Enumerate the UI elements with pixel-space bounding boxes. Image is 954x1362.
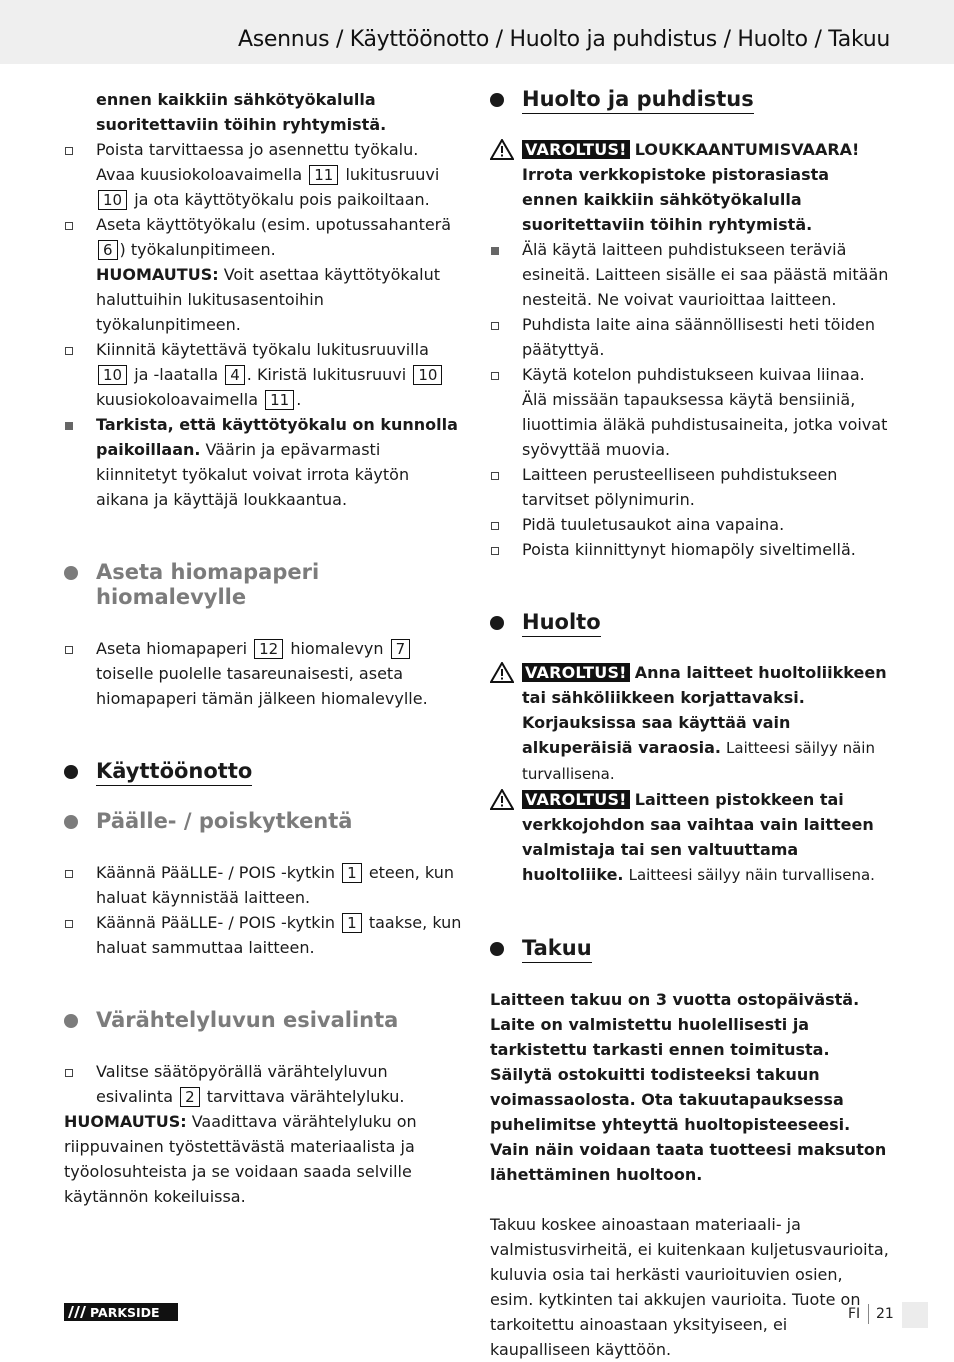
left-column [64,87,462,1209]
list-item: Poista kiinnittynyt hiomapöly siveltimellä. [490,537,890,562]
part-number: 11 [265,390,294,410]
note: HUOMAUTUS: Voit asettaa käyttötyökalut haluttuihin lukitusasentoihin työkalunpitimeen. [96,265,441,334]
list-item: Älä käytä laitteen puhdistukseen teräviä esineitä. Laitteen sisälle ei saa päästä mitään nesteitä. Ne voivat vaurioittaa laitteen. [490,237,890,312]
list-item: Poista tarvittaessa jo asennettu työkalu. Avaa kuusiokoloavaimella 11 lukitusruuvi 10 ja ota käyttötyökalu pois paikoiltaan. [64,137,462,212]
part-number: 12 [254,639,283,659]
section-heading-warranty: Takuu [490,936,890,961]
part-number: 10 [413,365,442,385]
warning-block: VAROLTUS! LOUKKAANTUMISVAARA! Irrota verkkopistoke pistorasiasta ennen kaikkiin sähkötyökalulla suoritettaviin töihin ryhtymistä. [490,137,890,237]
section-heading-vibration: Värähtelyluvun esivalinta [64,1008,462,1033]
brand-logo-icon [64,1303,178,1321]
note-label: HUOMAUTUS: [96,265,219,284]
section-heading-cleaning: Huolto ja puhdistus [490,87,890,112]
part-number: 6 [98,240,118,260]
warning-icon [490,662,514,683]
warning-icon [490,139,514,160]
note-label: HUOMAUTUS: [64,1112,187,1131]
note: HUOMAUTUS: Vaadittava värähtelyluku on riippuvainen työstettävästä materiaalista ja työolosuhteista ja se voidaan saada selville käytännön kokeiluissa. [64,1112,417,1206]
warranty-highlight: Laitteen takuu on 3 vuotta ostopäivästä. Laite on valmistettu huolellisesti ja tarkistettu tarkasti ennen toimitusta. Säilytä ostokuitti todisteeksi takuun voimassaolosta. Ota takuutapauksessa puhelimitse yhteyttä huoltopisteeseesi. Vain näin voidaan taata tuotteesi maksuton lähettäminen huoltoon. [490,990,887,1184]
parkside-logo [64,1303,178,1325]
list-item: Puhdista laite aina säännöllisesti heti töiden päätyttyä. [490,312,890,362]
language-code: FI [848,1306,861,1322]
warning-tag: VAROLTUS! [522,790,630,809]
page-number: 21 [876,1306,894,1322]
warning-block: VAROLTUS! Laitteen pistokkeen tai verkkojohdon saa vaihtaa vain laitteen valmistaja tai sen valtuuttama huoltoliike. Laitteesi säilyy näin turvallisena. [490,787,890,888]
warning-block: VAROLTUS! Anna laitteet huoltoliikkeen tai sähköliikkeen korjattavaksi. Korjauksissa saa käyttää vain alkuperäisiä varaosia. Laitteesi säilyy näin turvallisena. [490,660,890,787]
list-item: Valitse säätöpyörällä värähtelyluvun esivalinta 2 tarvittava värähtelyluku. [64,1059,462,1109]
part-number: 10 [98,190,127,210]
part-number: 1 [342,913,362,933]
section-heading-sanding: Aseta hiomapaperi hiomalevylle [64,560,462,610]
list-item: Pidä tuuletusaukot aina vapaina. [490,512,890,537]
part-number: 7 [391,639,411,659]
list-item: Käännä PääLLE- / POIS -kytkin 1 taakse, kun haluat sammuttaa laitteen. [64,910,462,960]
part-number: 11 [309,165,338,185]
right-column [490,87,890,1362]
page-title: Asennus / Käyttöönotto / Huolto ja puhdistus / Huolto / Takuu [238,27,890,52]
list-item: Tarkista, että käyttötyökalu on kunnolla paikoillaan. Väärin ja epävarmasti kiinnitetyt työkalut voivat irrota käytön aikana ja käyttäjä loukkaantua. [64,412,462,512]
list-item: Kiinnitä käytettävä työkalu lukitusruuvilla 10 ja -laatalla 4 . Kiristä lukitusruuvi 10 kuusiokoloavaimella 11 . [64,337,462,412]
part-number: 10 [98,365,127,385]
warranty-text: Takuu koskee ainoastaan materiaali- ja valmistusvirheitä, ei kuitenkaan kuljetusvaurioita, kuluvia osia tai herkästi vaurioituvien osien, esim. kytkinten tai akkujen vaurioita. Tuote on tarkoitettu ainoastaan yksityiseen, ei kaupalliseen käyttöön. [490,1215,889,1359]
warning-icon [490,789,514,810]
list-item: Laitteen perusteelliseen puhdistukseen tarvitset pölynimurin. [490,462,890,512]
section-heading-service: Huolto [490,610,890,635]
section-heading-use: Käyttöönotto [64,759,462,784]
part-number: 2 [180,1087,200,1107]
intro-text: ennen kaikkiin sähkötyökalulla suoritettaviin töihin ryhtymistä. [96,90,387,134]
warning-tag: VAROLTUS! [522,663,630,682]
list-item: Aseta hiomapaperi 12 hiomalevyn 7 toiselle puolelle tasareunaisesti, aseta hiomapaperi tämän jälkeen hiomalevylle. [64,636,462,711]
section-heading-onoff: Päälle- / poiskytkentä [64,809,462,834]
part-number: 1 [342,863,362,883]
warning-tag: VAROLTUS! [522,140,630,159]
footer-tab-marker [902,1302,928,1328]
part-number: 4 [225,365,245,385]
list-item: Käytä kotelon puhdistukseen kuivaa liinaa. Älä missään tapauksessa käytä bensiiniä, liuottimia äläkä puhdistusaineita, jotka voivat syövyttää muovia. [490,362,890,462]
list-item: Käännä PääLLE- / POIS -kytkin 1 eteen, kun haluat käynnistää laitteen. [64,860,462,910]
footer-divider [868,1304,869,1324]
list-item: Aseta käyttötyökalu (esim. upotussahanterä 6 ) työkalunpitimeen. [64,212,462,262]
page-header [0,0,954,64]
brand-name: PARKSIDE [90,1305,160,1320]
